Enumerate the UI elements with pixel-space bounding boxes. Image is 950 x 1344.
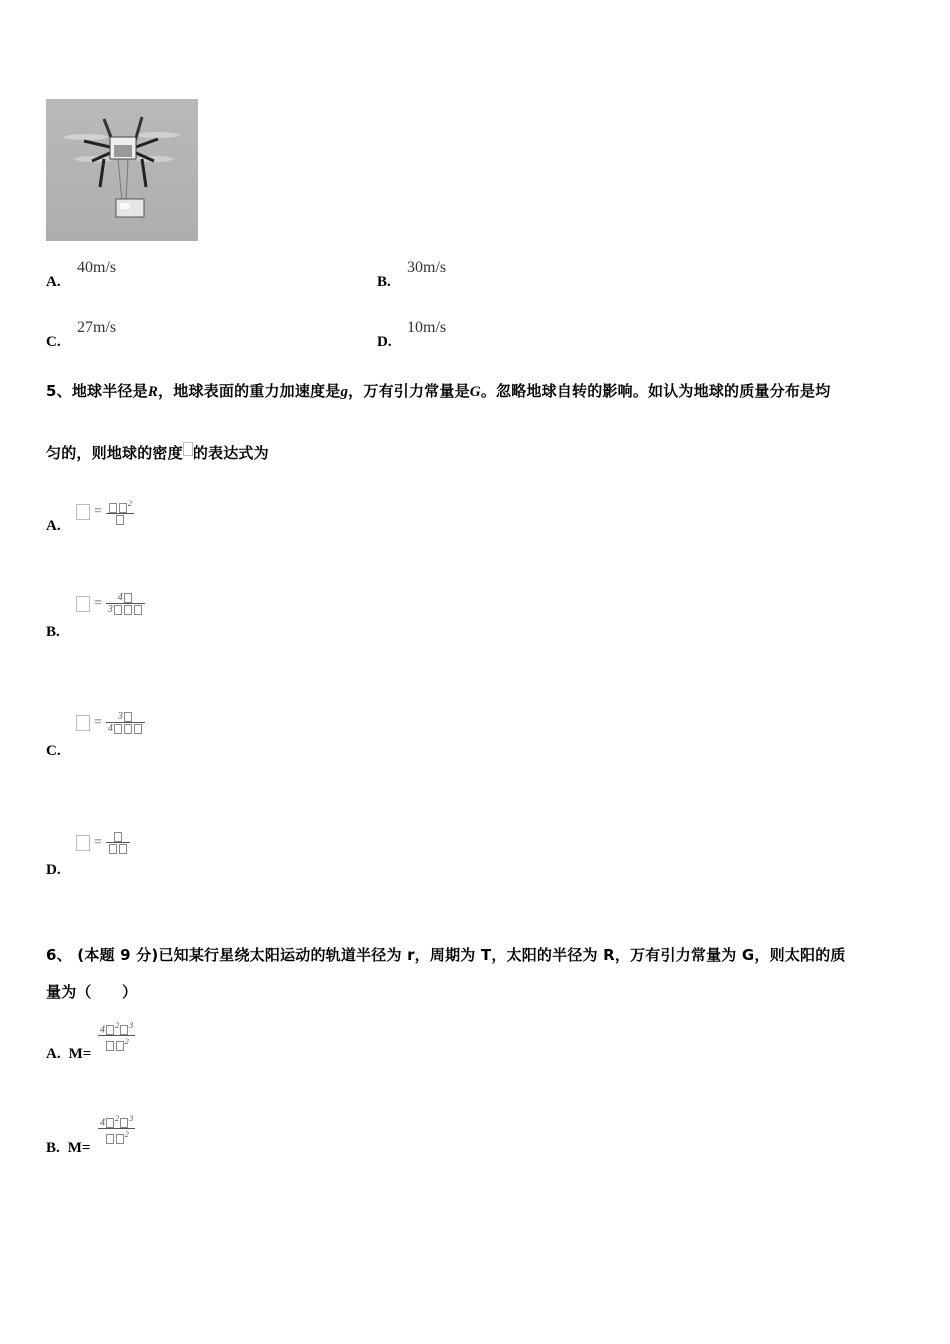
q6-option-a: A. M= xyxy=(46,1046,92,1062)
q4-option-a-letter: A. xyxy=(46,274,61,290)
q5-option-c-letter: C. xyxy=(46,743,61,759)
q4-option-b-value: 30m/s xyxy=(407,259,447,276)
q5-question-line2: 匀的，则地球的密度 的表达式为 xyxy=(46,444,269,462)
rho-placeholder-icon xyxy=(183,442,193,456)
q4-option-c-value: 27m/s xyxy=(77,319,117,336)
q6-option-b-formula: $\frac{4 ^2 ^3}{^2}$ xyxy=(98,1113,135,1145)
q5-option-b-formula: = $\frac{4}{3}$ xyxy=(76,592,145,615)
q5-option-b-letter: B. xyxy=(46,624,60,640)
q5-option-d-formula: = xyxy=(76,831,130,854)
q6-option-b: B. M= xyxy=(46,1140,91,1156)
q4-option-d-letter: D. xyxy=(377,334,392,350)
rho-symbol-icon xyxy=(76,504,90,520)
q4-option-a-value: 40m/s xyxy=(77,259,117,276)
q5-option-c-formula: = $\frac{3}{4}$ xyxy=(76,711,145,734)
q4-option-b-letter: B. xyxy=(377,274,391,290)
q5-option-a-letter: A. xyxy=(46,518,61,534)
q6-question-line1: 6、 (本题 9 分)已知某行星绕太阳运动的轨道半径为 r，周期为 T，太阳的半径为 R，万有引力常量为 G，则太阳的质 xyxy=(46,946,846,964)
q5-option-d-letter: D. xyxy=(46,862,61,878)
drone-image xyxy=(46,99,198,241)
drone-illustration xyxy=(46,99,198,241)
q4-option-c-letter: C. xyxy=(46,334,61,350)
q6-question-line2: 量为（ ） xyxy=(46,983,138,1001)
q5-question-line1: 5、地球半径是R，地球表面的重力加速度是g，万有引力常量是G。忽略地球自转的影响。如认为地球的质量分布是均 xyxy=(46,382,831,400)
q5-option-a-formula: = $^2$ xyxy=(76,498,134,525)
q4-option-d-value: 10m/s xyxy=(407,319,447,336)
rho-symbol-icon xyxy=(76,715,90,731)
rho-symbol-icon xyxy=(76,835,90,851)
rho-symbol-icon xyxy=(76,596,90,612)
q6-option-a-formula: $\frac{4 ^2 ^3}{^2}$ xyxy=(98,1020,135,1052)
